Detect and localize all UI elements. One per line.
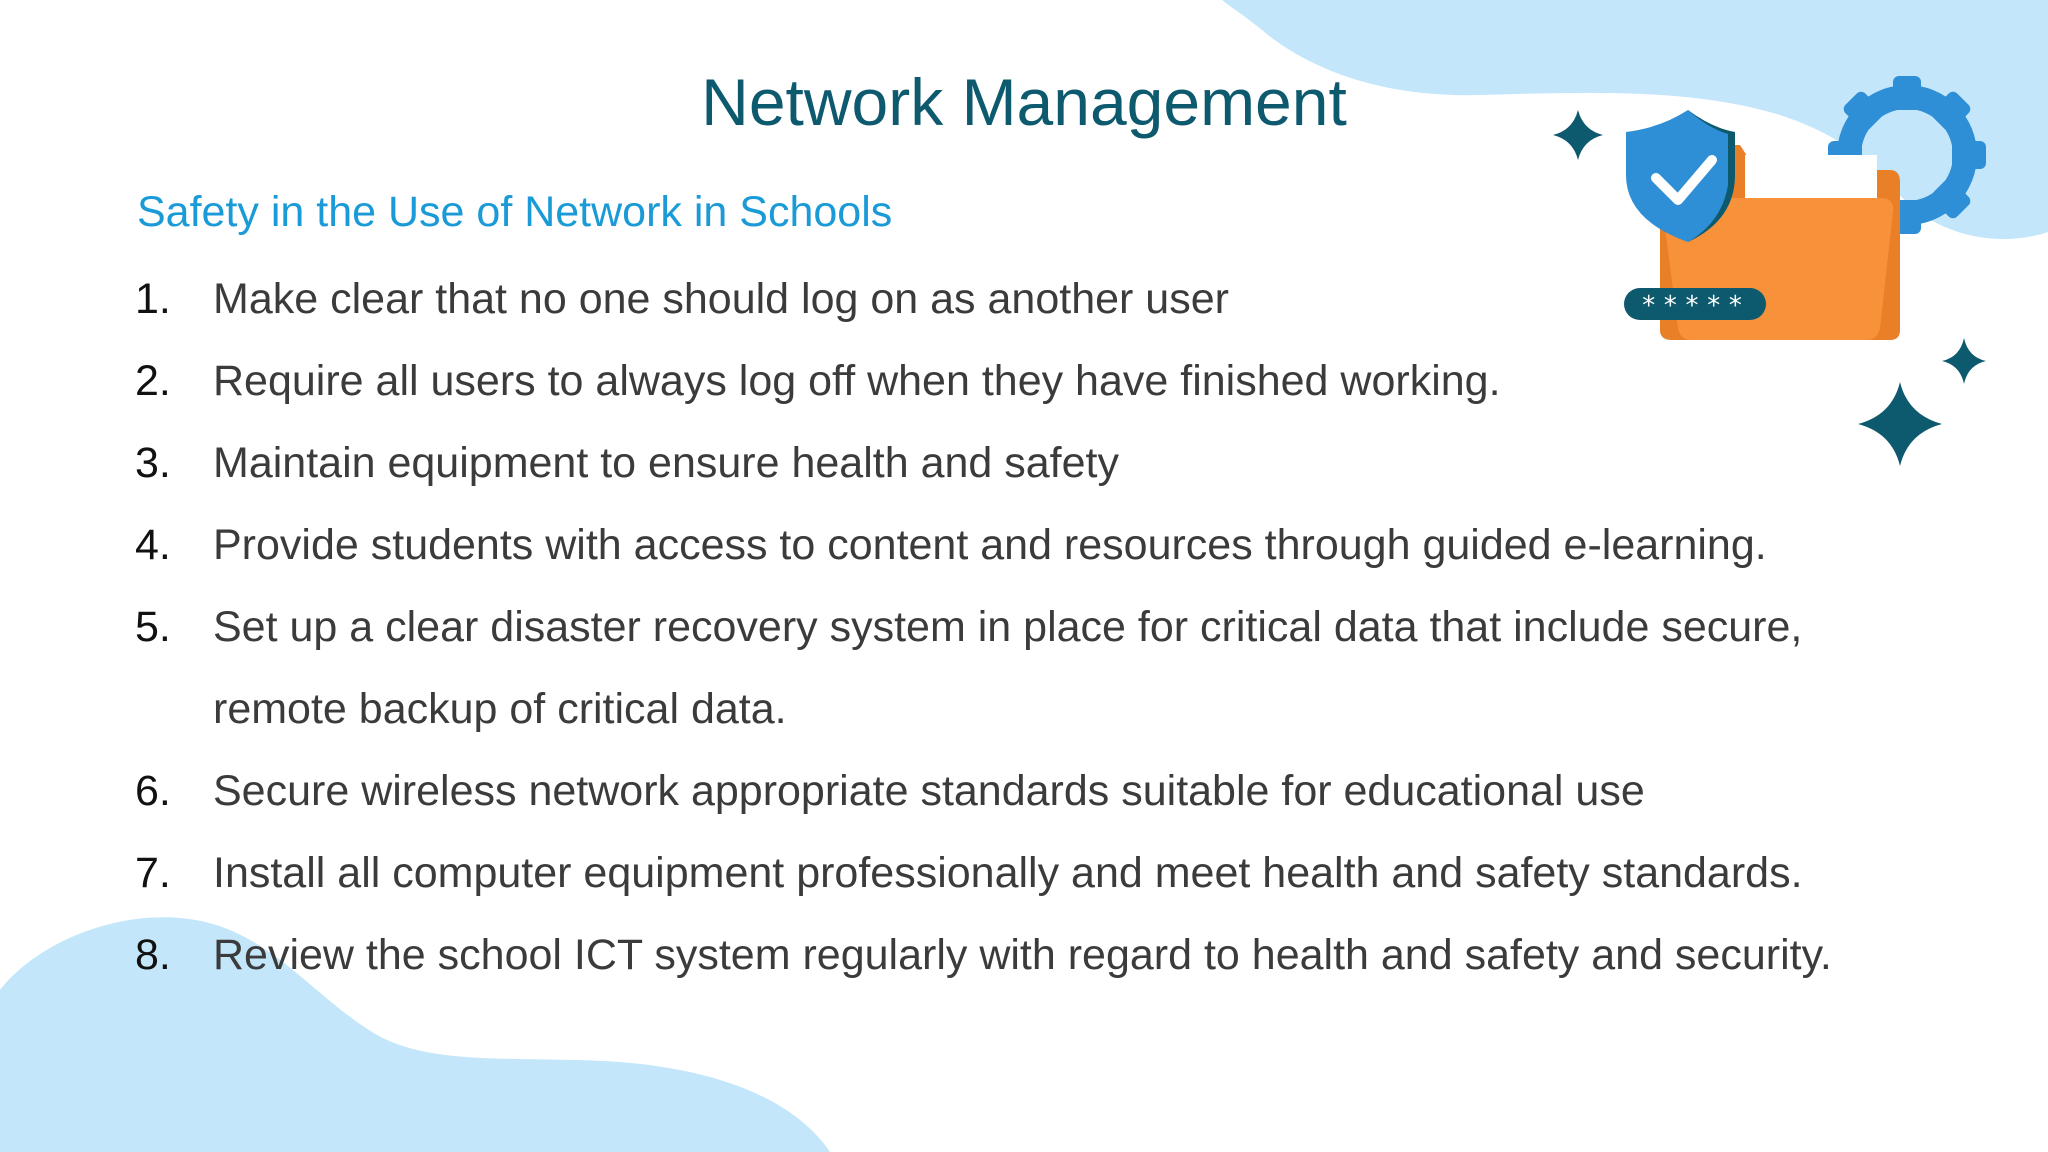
- list-item-text: Secure wireless network appropriate standards suitable for educational use: [213, 767, 1645, 815]
- list-item: [135, 586, 1935, 750]
- list-item: [135, 258, 1935, 340]
- list-item: [135, 750, 1935, 832]
- list-item-text: Maintain equipment to ensure health and safety: [213, 439, 1119, 487]
- list-item-text: Install all computer equipment professionally and meet health and safety standards.: [213, 849, 1803, 897]
- slide-subtitle: Safety in the Use of Network in Schools: [137, 188, 893, 236]
- list-item-number: 5.: [135, 603, 171, 651]
- list-item-text: Review the school ICT system regularly with regard to health and safety and security.: [213, 931, 1832, 979]
- password-mask-text: *****: [1640, 291, 1750, 321]
- slide-title: Network Management: [701, 65, 1347, 139]
- list-item-text: Set up a clear disaster recovery system in place for critical data that include secure, remote backup of critical data.: [213, 603, 1803, 733]
- list-item-number: 4.: [135, 521, 171, 569]
- list-item-number: 3.: [135, 439, 171, 487]
- list-item: [135, 340, 1935, 422]
- list-item-number: 2.: [135, 357, 171, 405]
- list-item-number: 7.: [135, 849, 171, 897]
- list-item: [135, 422, 1935, 504]
- list-item-number: 8.: [135, 931, 171, 979]
- list-item-number: 6.: [135, 767, 171, 815]
- list-item: [135, 914, 1935, 996]
- list-item: [135, 832, 1935, 914]
- list-item-text: Require all users to always log off when they have finished working.: [213, 357, 1501, 405]
- list-item-text: Provide students with access to content and resources through guided e-learning.: [213, 521, 1767, 569]
- list-item-text: Make clear that no one should log on as another user: [213, 275, 1229, 323]
- list-item: [135, 504, 1935, 586]
- sparkle-icon: [1942, 338, 1986, 384]
- list-item-number: 1.: [135, 275, 171, 323]
- safety-list: [135, 258, 1935, 996]
